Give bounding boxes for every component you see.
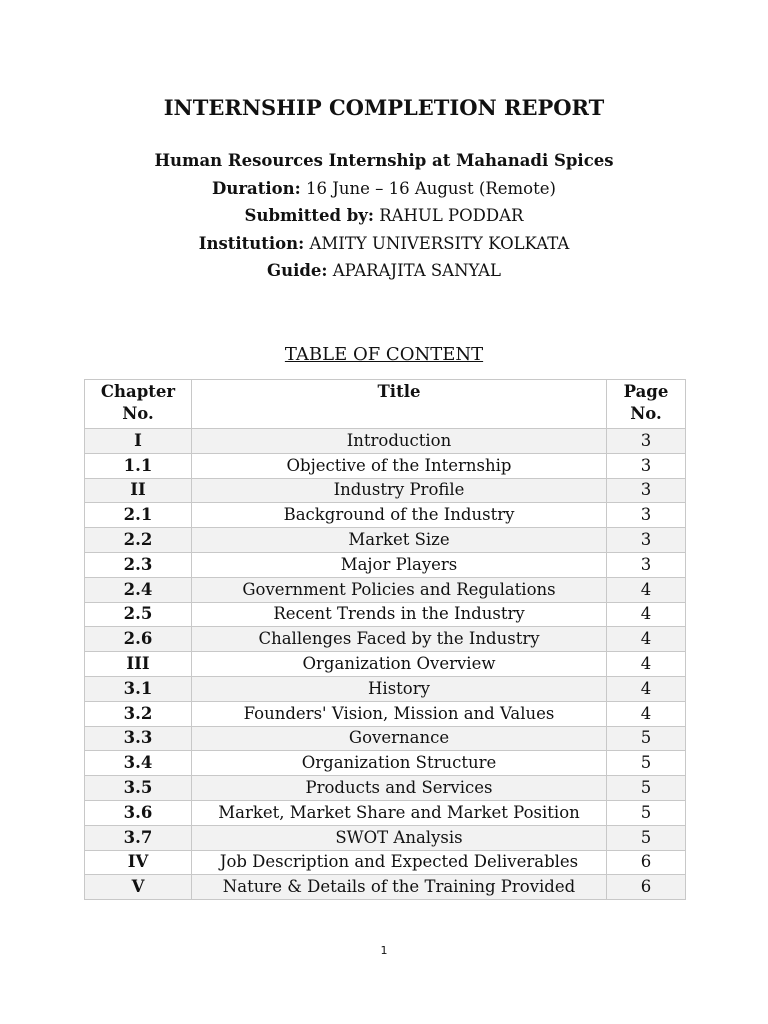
title-cell: Challenges Faced by the Industry [192,627,607,652]
header-chapter-no: Chapter No. [85,380,192,429]
header-page-no: Page No. [607,380,686,429]
toc-header-row [85,380,686,429]
page-number-cell: 3 [607,478,686,503]
page-number-cell: 5 [607,726,686,751]
table-row [85,676,686,701]
title-cell: Organization Structure [192,751,607,776]
guide-line [0,257,768,285]
title-cell: Market, Market Share and Market Position [192,800,607,825]
table-row [85,850,686,875]
guide-value: APARAJITA SANYAL [332,261,502,280]
title-cell: Products and Services [192,776,607,801]
table-row [85,652,686,677]
chapter-number-cell: V [85,875,192,900]
page-number-cell: 5 [607,800,686,825]
title-cell: Founders' Vision, Mission and Values [192,701,607,726]
table-row [85,429,686,454]
guide-label: Guide: [266,261,328,280]
page-number-cell: 4 [607,676,686,701]
report-title: INTERNSHIP COMPLETION REPORT [163,95,605,120]
table-row [85,701,686,726]
chapter-number-cell: II [85,478,192,503]
title-cell: Governance [192,726,607,751]
chapter-number-cell: 3.1 [85,676,192,701]
title-cell: Introduction [192,429,607,454]
page-number: 1 [380,944,388,957]
page-number-cell: 3 [607,429,686,454]
table-row [85,478,686,503]
page-number-cell: 3 [607,528,686,553]
table-row [85,602,686,627]
chapter-number-cell: 3.6 [85,800,192,825]
title-cell: Recent Trends in the Industry [192,602,607,627]
table-row [85,776,686,801]
page-number-cell: 3 [607,552,686,577]
page-number-cell: 5 [607,776,686,801]
chapter-number-cell: 3.2 [85,701,192,726]
title-cell: Job Description and Expected Deliverables [192,850,607,875]
duration-line [0,175,768,203]
page-number-cell: 4 [607,627,686,652]
table-row [85,577,686,602]
chapter-number-cell: 3.3 [85,726,192,751]
chapter-number-cell: I [85,429,192,454]
page-number-cell: 4 [607,701,686,726]
table-row [85,800,686,825]
title-cell: Background of the Industry [192,503,607,528]
chapter-number-cell: 1.1 [85,453,192,478]
institution-label: Institution: [198,233,305,253]
title-cell: Market Size [192,528,607,553]
report-details [0,147,768,285]
duration-label: Duration: [212,178,301,198]
page-number-cell: 6 [607,850,686,875]
submitted-by-label: Submitted by: [244,206,374,225]
duration-value: 16 June – 16 August (Remote) [305,178,556,198]
chapter-number-cell: 2.6 [85,627,192,652]
chapter-number-cell: 2.3 [85,552,192,577]
institution-value: AMITY UNIVERSITY KOLKATA [309,233,570,253]
title-cell: Nature & Details of the Training Provided [192,875,607,900]
page-number-cell: 4 [607,577,686,602]
table-row [85,825,686,850]
title-cell: Government Policies and Regulations [192,577,607,602]
table-row [85,627,686,652]
table-of-contents [84,379,686,900]
page-number-cell: 4 [607,652,686,677]
page-number-cell: 5 [607,751,686,776]
table-row [85,503,686,528]
title-cell: Industry Profile [192,478,607,503]
submitted-by-line [0,202,768,230]
chapter-number-cell: 2.5 [85,602,192,627]
page-number-cell: 4 [607,602,686,627]
chapter-number-cell: III [85,652,192,677]
chapter-number-cell: 2.4 [85,577,192,602]
report-subtitle [0,147,768,175]
table-row [85,453,686,478]
chapter-number-cell: 2.1 [85,503,192,528]
submitted-by-value: RAHUL PODDAR [379,206,524,225]
title-cell: Organization Overview [192,652,607,677]
table-row [85,726,686,751]
chapter-number-cell: 3.5 [85,776,192,801]
institution-line [0,230,768,258]
toc-heading: TABLE OF CONTENT [284,344,484,365]
chapter-number-cell: 2.2 [85,528,192,553]
table-row [85,875,686,900]
subtitle-text: Human Resources Internship at Mahanadi Spices [154,151,614,170]
title-cell: Objective of the Internship [192,453,607,478]
title-cell: History [192,676,607,701]
page-number-cell: 5 [607,825,686,850]
page-number-cell: 3 [607,453,686,478]
table-row [85,552,686,577]
page-number-cell: 6 [607,875,686,900]
chapter-number-cell: 3.4 [85,751,192,776]
title-cell: SWOT Analysis [192,825,607,850]
chapter-number-cell: 3.7 [85,825,192,850]
chapter-number-cell: IV [85,850,192,875]
header-title: Title [192,380,607,429]
title-cell: Major Players [192,552,607,577]
table-row [85,751,686,776]
page-number-cell: 3 [607,503,686,528]
table-row [85,528,686,553]
